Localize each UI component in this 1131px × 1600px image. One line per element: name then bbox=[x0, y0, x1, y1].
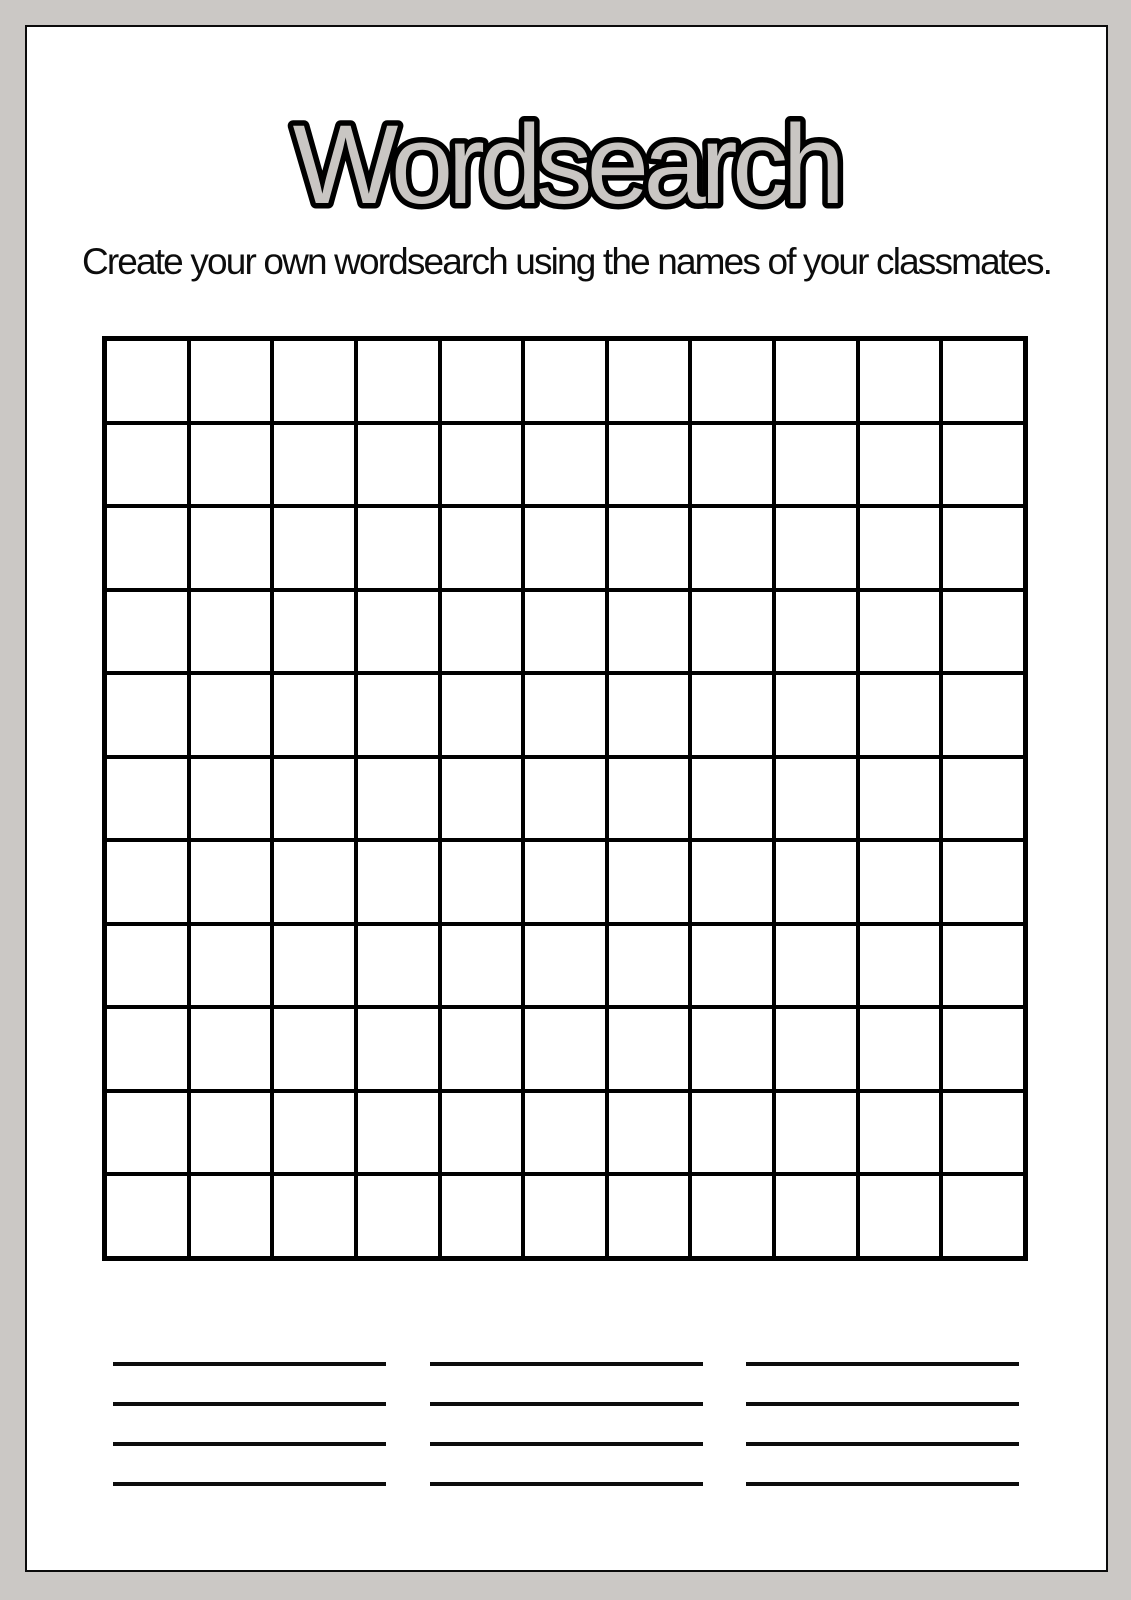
grid-cell bbox=[272, 339, 356, 423]
grid-cell bbox=[858, 1091, 942, 1175]
grid-cell bbox=[272, 924, 356, 1008]
grid-cell bbox=[690, 590, 774, 674]
grid-cell bbox=[189, 506, 273, 590]
grid-cell bbox=[858, 1174, 942, 1258]
grid-cell bbox=[941, 840, 1025, 924]
grid-cell bbox=[607, 673, 691, 757]
grid-cell bbox=[440, 1091, 524, 1175]
grid-cell bbox=[523, 423, 607, 507]
answer-line bbox=[746, 1442, 1019, 1446]
grid-cell bbox=[774, 840, 858, 924]
grid-cell bbox=[440, 757, 524, 841]
grid-cell bbox=[272, 1174, 356, 1258]
grid-cell bbox=[941, 590, 1025, 674]
page-title-text: Wordsearch bbox=[292, 102, 840, 227]
grid-cell bbox=[189, 339, 273, 423]
grid-cell bbox=[941, 339, 1025, 423]
grid-cell bbox=[272, 506, 356, 590]
grid-cell bbox=[774, 1174, 858, 1258]
grid-cell bbox=[105, 924, 189, 1008]
answer-line bbox=[113, 1482, 386, 1486]
grid-cell bbox=[105, 590, 189, 674]
grid-cell bbox=[941, 1091, 1025, 1175]
grid-cell bbox=[440, 1174, 524, 1258]
grid-cell bbox=[189, 1091, 273, 1175]
grid-cell bbox=[523, 924, 607, 1008]
grid-cell bbox=[607, 506, 691, 590]
grid-cell bbox=[440, 1007, 524, 1091]
grid-cell bbox=[774, 673, 858, 757]
grid-cell bbox=[690, 673, 774, 757]
grid-cell bbox=[858, 840, 942, 924]
grid-cell bbox=[607, 757, 691, 841]
answer-line bbox=[746, 1402, 1019, 1406]
grid-cell bbox=[858, 924, 942, 1008]
grid-cell bbox=[440, 423, 524, 507]
grid-cell bbox=[523, 339, 607, 423]
grid-cell bbox=[941, 924, 1025, 1008]
grid-cell bbox=[440, 840, 524, 924]
grid-cell bbox=[607, 339, 691, 423]
grid-cell bbox=[272, 590, 356, 674]
grid-cell bbox=[690, 924, 774, 1008]
grid-cell bbox=[272, 1007, 356, 1091]
grid-cell bbox=[690, 506, 774, 590]
answer-line bbox=[113, 1442, 386, 1446]
grid-cell bbox=[607, 1091, 691, 1175]
grid-cell bbox=[189, 673, 273, 757]
grid-cell bbox=[189, 1174, 273, 1258]
grid-cell bbox=[105, 1007, 189, 1091]
answer-line-column bbox=[430, 1362, 703, 1486]
answer-line bbox=[746, 1482, 1019, 1486]
grid-cell bbox=[189, 423, 273, 507]
grid-cell bbox=[272, 840, 356, 924]
wordsearch-grid bbox=[102, 336, 1028, 1261]
grid-cell bbox=[523, 590, 607, 674]
grid-cell bbox=[690, 840, 774, 924]
instruction-text: Create your own wordsearch using the names of your classmates. bbox=[81, 241, 1052, 282]
grid-cell bbox=[690, 1091, 774, 1175]
grid-cell bbox=[356, 1007, 440, 1091]
grid-cell bbox=[189, 840, 273, 924]
grid-cell bbox=[105, 757, 189, 841]
grid-cell bbox=[690, 757, 774, 841]
grid-cell bbox=[858, 423, 942, 507]
grid-cell bbox=[607, 423, 691, 507]
grid-cell bbox=[272, 673, 356, 757]
grid-cell bbox=[941, 1007, 1025, 1091]
grid-cell bbox=[105, 423, 189, 507]
worksheet-page bbox=[25, 25, 1108, 1572]
grid-cell bbox=[523, 506, 607, 590]
grid-cell bbox=[356, 673, 440, 757]
grid-cell bbox=[858, 757, 942, 841]
grid-cell bbox=[440, 339, 524, 423]
grid-cell bbox=[774, 590, 858, 674]
grid-cell bbox=[105, 339, 189, 423]
answer-line-column bbox=[746, 1362, 1019, 1486]
grid-cell bbox=[690, 1174, 774, 1258]
grid-cell bbox=[356, 590, 440, 674]
grid-cell bbox=[105, 1174, 189, 1258]
grid-cell bbox=[356, 1174, 440, 1258]
answer-line bbox=[430, 1482, 703, 1486]
grid-cell bbox=[105, 506, 189, 590]
grid-cell bbox=[189, 757, 273, 841]
grid-cell bbox=[440, 924, 524, 1008]
grid-cell bbox=[272, 423, 356, 507]
grid-cell bbox=[607, 1007, 691, 1091]
grid-cell bbox=[105, 1091, 189, 1175]
grid-cell bbox=[189, 590, 273, 674]
grid-cell bbox=[858, 590, 942, 674]
answer-line bbox=[113, 1402, 386, 1406]
grid-cell bbox=[774, 1091, 858, 1175]
grid-cell bbox=[523, 673, 607, 757]
grid-cell bbox=[774, 924, 858, 1008]
grid-cell bbox=[440, 673, 524, 757]
grid-cell bbox=[774, 506, 858, 590]
answer-lines-section bbox=[113, 1362, 1019, 1486]
grid-cell bbox=[941, 506, 1025, 590]
grid-cell bbox=[941, 757, 1025, 841]
grid-cell bbox=[523, 840, 607, 924]
grid-cell bbox=[858, 339, 942, 423]
answer-line bbox=[113, 1362, 386, 1366]
grid-cell bbox=[607, 840, 691, 924]
grid-cell bbox=[941, 1174, 1025, 1258]
grid-cell bbox=[690, 423, 774, 507]
grid-cell bbox=[858, 673, 942, 757]
grid-cell bbox=[607, 924, 691, 1008]
grid-cell bbox=[440, 506, 524, 590]
grid-cell bbox=[690, 1007, 774, 1091]
answer-line bbox=[430, 1442, 703, 1446]
grid-cell bbox=[690, 339, 774, 423]
grid-cell bbox=[272, 1091, 356, 1175]
grid-cell bbox=[272, 757, 356, 841]
grid-cell bbox=[774, 757, 858, 841]
grid-cell bbox=[356, 339, 440, 423]
grid-cell bbox=[189, 924, 273, 1008]
grid-cell bbox=[440, 590, 524, 674]
grid-cell bbox=[356, 840, 440, 924]
grid-cell bbox=[105, 673, 189, 757]
grid-cell bbox=[858, 506, 942, 590]
grid-cell bbox=[607, 1174, 691, 1258]
grid-cell bbox=[356, 506, 440, 590]
grid-cell bbox=[189, 1007, 273, 1091]
grid-cell bbox=[356, 1091, 440, 1175]
grid-cell bbox=[774, 1007, 858, 1091]
grid-cell bbox=[858, 1007, 942, 1091]
grid-cell bbox=[523, 757, 607, 841]
answer-line bbox=[430, 1402, 703, 1406]
grid-cell bbox=[523, 1007, 607, 1091]
grid-cell bbox=[105, 840, 189, 924]
grid-cell bbox=[356, 924, 440, 1008]
answer-line bbox=[430, 1362, 703, 1366]
grid-cell bbox=[523, 1091, 607, 1175]
grid-cell bbox=[523, 1174, 607, 1258]
grid-cell bbox=[356, 423, 440, 507]
answer-line-column bbox=[113, 1362, 386, 1486]
grid-cell bbox=[941, 673, 1025, 757]
answer-line bbox=[746, 1362, 1019, 1366]
grid-cell bbox=[774, 423, 858, 507]
page-title bbox=[27, 83, 1106, 243]
grid-cell bbox=[607, 590, 691, 674]
grid-cell bbox=[941, 423, 1025, 507]
grid-cell bbox=[356, 757, 440, 841]
grid-cell bbox=[774, 339, 858, 423]
